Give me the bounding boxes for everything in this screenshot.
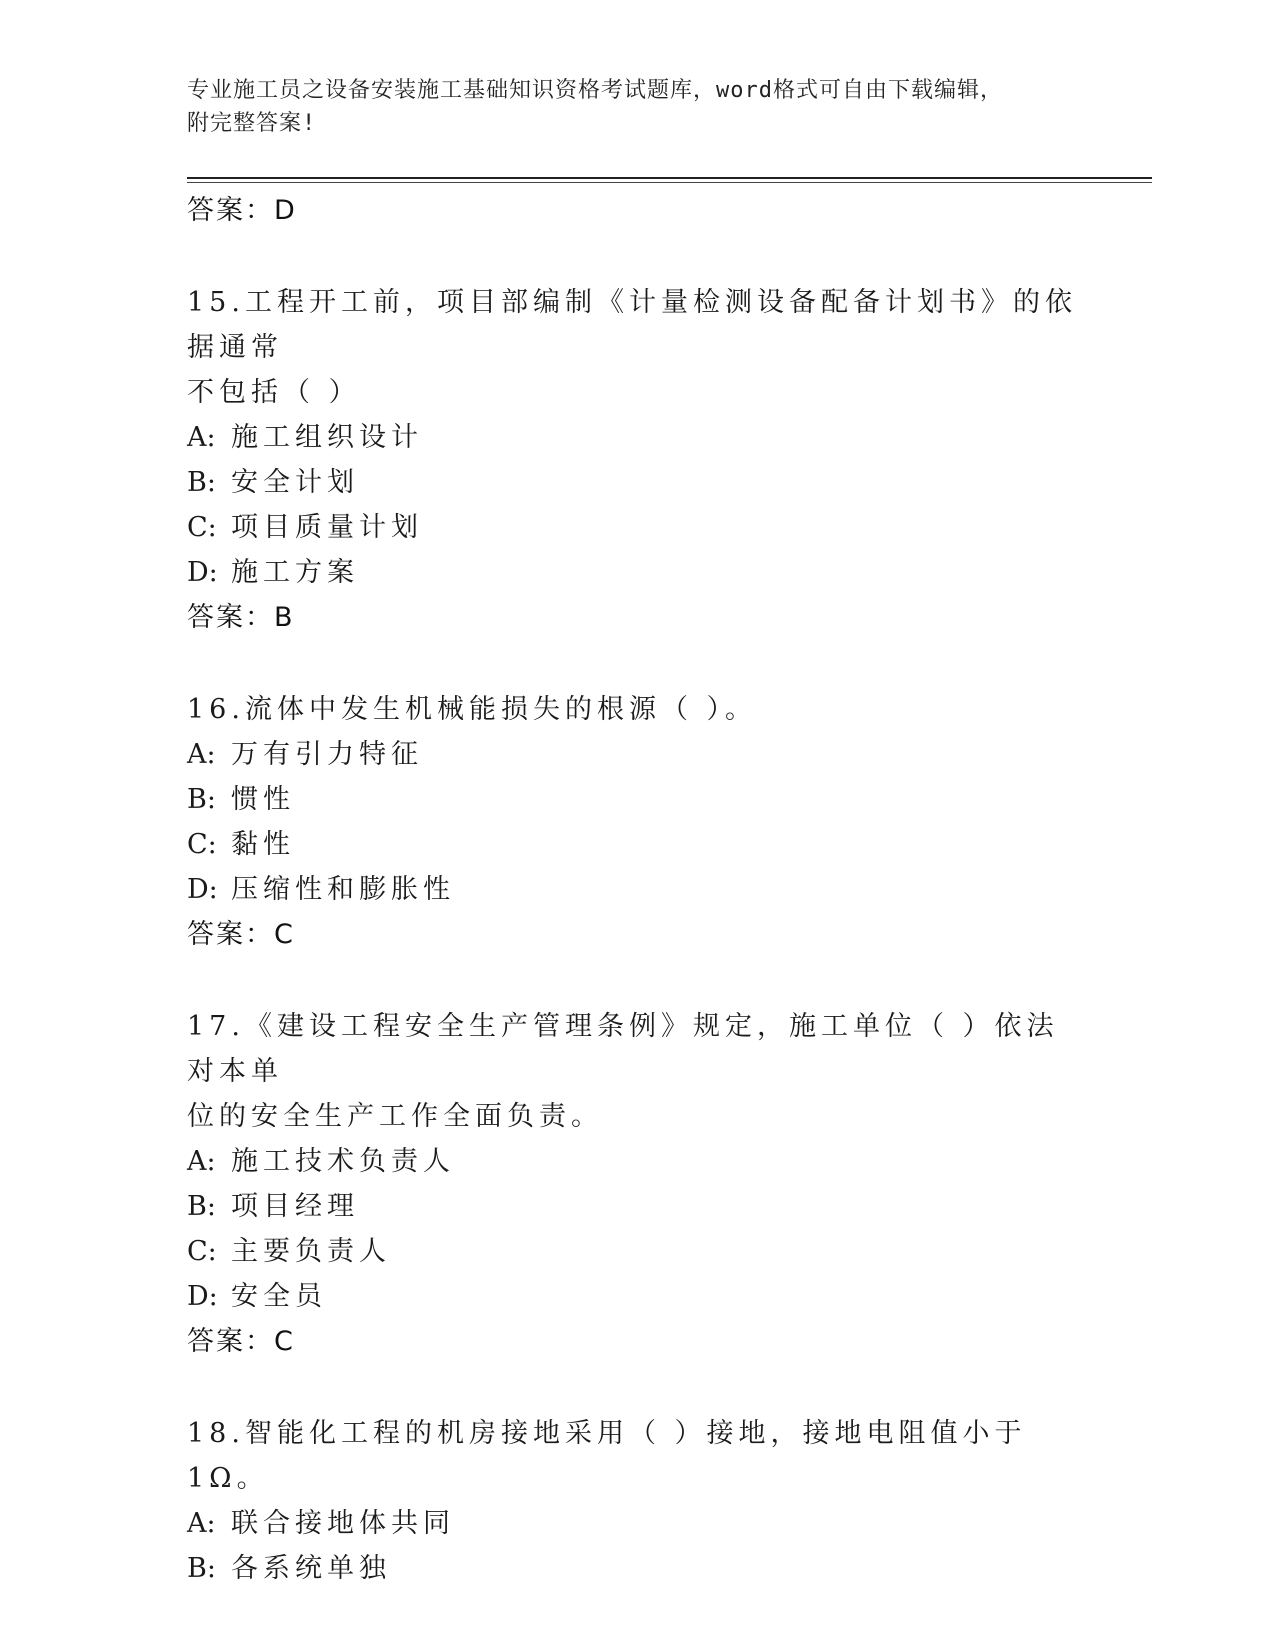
question-text: 16.流体中发生机械能损失的根源（ ）。 — [187, 694, 758, 725]
option-letter: A: — [187, 422, 216, 453]
option-letter: D: — [187, 1281, 218, 1312]
option-text: 黏性 — [231, 829, 295, 860]
option-letter: B: — [187, 467, 216, 498]
question-text: 位的安全生产工作全面负责。 — [187, 1101, 603, 1132]
option-text: 施工方案 — [231, 557, 359, 588]
option-d — [187, 867, 1087, 912]
option-text: 安全计划 — [231, 467, 359, 498]
header-line-1: 专业施工员之设备安装施工基础知识资格考试题库，word格式可自由下载编辑， — [187, 78, 1003, 103]
option-letter: C: — [187, 1236, 217, 1267]
option-c — [187, 822, 1087, 867]
option-text: 压缩性和膨胀性 — [231, 874, 455, 905]
answer: 答案：B — [187, 602, 295, 633]
option-letter: A: — [187, 1508, 216, 1539]
option-d — [187, 1274, 1087, 1319]
question-text: 18.智能化工程的机房接地采用（ ）接地，接地电阻值小于1Ω。 — [187, 1418, 1027, 1494]
header-divider-thick — [187, 177, 1152, 179]
option-b — [187, 460, 1087, 505]
option-text: 项目质量计划 — [231, 512, 423, 543]
option-text: 各系统单独 — [231, 1553, 391, 1584]
option-text: 项目经理 — [231, 1191, 359, 1222]
previous-answer: 答案：D — [187, 195, 297, 226]
option-c — [187, 1229, 1087, 1274]
option-letter: D: — [187, 557, 218, 588]
option-d — [187, 550, 1087, 595]
question-15 — [187, 280, 1087, 641]
question-text: 15.工程开工前，项目部编制《计量检测设备配备计划书》的依据通常 — [187, 287, 1077, 363]
answer: 答案：C — [187, 1326, 295, 1357]
header-divider-thin — [187, 182, 1152, 183]
option-b — [187, 1546, 1087, 1591]
question-18 — [187, 1411, 1087, 1591]
document-header — [187, 74, 1067, 140]
option-letter: B: — [187, 784, 216, 815]
option-text: 施工技术负责人 — [231, 1146, 455, 1177]
option-letter: C: — [187, 512, 217, 543]
question-text: 17.《建设工程安全生产管理条例》规定，施工单位（ ）依法对本单 — [187, 1011, 1059, 1087]
option-text: 联合接地体共同 — [231, 1508, 455, 1539]
option-letter: C: — [187, 829, 217, 860]
option-a — [187, 732, 1087, 777]
option-letter: B: — [187, 1191, 216, 1222]
header-line-2: 附完整答案! — [187, 111, 317, 136]
option-a — [187, 1501, 1087, 1546]
question-16 — [187, 687, 1087, 958]
option-letter: A: — [187, 739, 216, 770]
question-list — [187, 188, 1087, 1591]
option-a — [187, 1139, 1087, 1184]
option-text: 主要负责人 — [231, 1236, 391, 1267]
option-letter: D: — [187, 874, 218, 905]
option-text: 安全员 — [231, 1281, 327, 1312]
question-17 — [187, 1004, 1087, 1365]
option-b — [187, 777, 1087, 822]
option-b — [187, 1184, 1087, 1229]
option-c — [187, 505, 1087, 550]
option-letter: B: — [187, 1553, 216, 1584]
option-letter: A: — [187, 1146, 216, 1177]
option-a — [187, 415, 1087, 460]
option-text: 施工组织设计 — [231, 422, 423, 453]
option-text: 万有引力特征 — [231, 739, 423, 770]
question-text: 不包括（ ） — [187, 377, 361, 408]
answer: 答案：C — [187, 919, 295, 950]
option-text: 惯性 — [231, 784, 295, 815]
